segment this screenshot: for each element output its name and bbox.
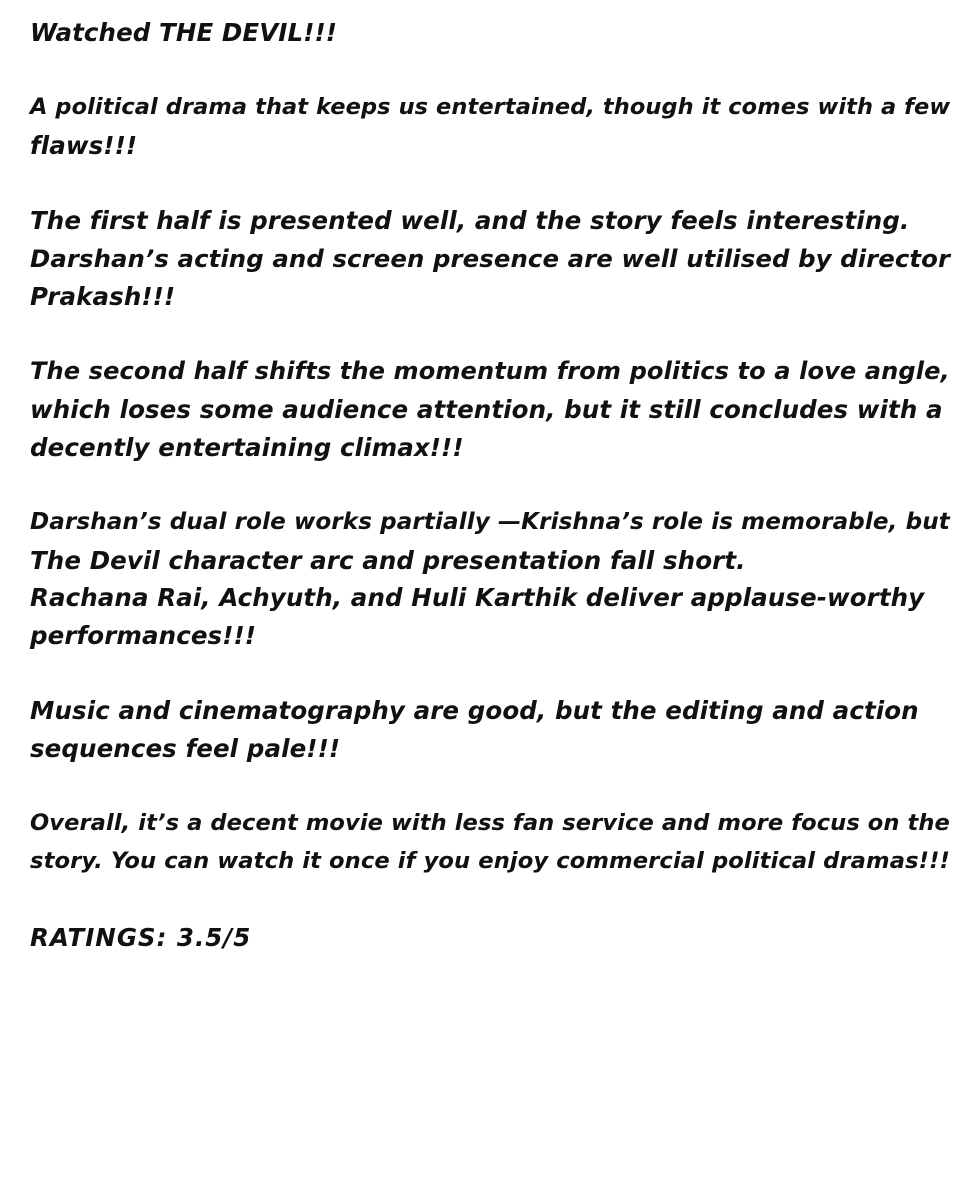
- text-line: The second half shifts the momentum from politics to a love angle,: [30, 357, 950, 386]
- text-line: Darshan’s acting and screen presence are well utilised by director: [30, 244, 951, 274]
- text-line: A political drama that keeps us entertained, though it comes with a few: [30, 94, 951, 121]
- text-line: which loses some audience attention, but it still concludes with a: [30, 394, 943, 424]
- paragraph-technical: [30, 692, 950, 767]
- paragraph-gap: [30, 655, 950, 693]
- paragraph-second-half: [30, 353, 950, 466]
- paragraph-gap: [30, 165, 950, 203]
- paragraph-performances: [30, 504, 950, 655]
- paragraph-gap: [30, 768, 950, 806]
- text-line: Prakash!!!: [30, 281, 176, 311]
- text-line: Darshan’s dual role works partially —Krishna’s role is memorable, but: [30, 508, 950, 535]
- paragraph-first-half: [30, 202, 950, 315]
- rating-line: RATINGS: 3.5/5: [30, 922, 252, 952]
- text-line: Music and cinematography are good, but the editing and action: [30, 696, 919, 726]
- paragraph-overall: [30, 805, 950, 880]
- paragraph-verdict: [30, 89, 950, 164]
- text-line: decently entertaining climax!!!: [30, 432, 464, 462]
- review-title: Watched THE DEVIL!!!: [30, 18, 338, 47]
- text-line: Rachana Rai, Achyuth, and Huli Karthik deliver applause-worthy: [30, 583, 925, 613]
- text-line: The Devil character arc and presentation fall short.: [30, 545, 746, 575]
- paragraph-gap: [30, 466, 950, 504]
- text-line: story. You can watch it once if you enjoy commercial political dramas!!!: [30, 848, 950, 875]
- review-document: [30, 14, 950, 956]
- text-line: performances!!!: [30, 621, 257, 650]
- text-line: The first half is presented well, and the story feels interesting.: [30, 206, 910, 236]
- paragraph-gap: [30, 316, 950, 354]
- paragraph-gap: [30, 52, 950, 90]
- text-line: sequences feel pale!!!: [30, 734, 341, 764]
- text-line: flaws!!!: [30, 131, 138, 161]
- text-line: Overall, it’s a decent movie with less fan service and more focus on the: [30, 810, 950, 837]
- paragraph-gap: [30, 881, 950, 919]
